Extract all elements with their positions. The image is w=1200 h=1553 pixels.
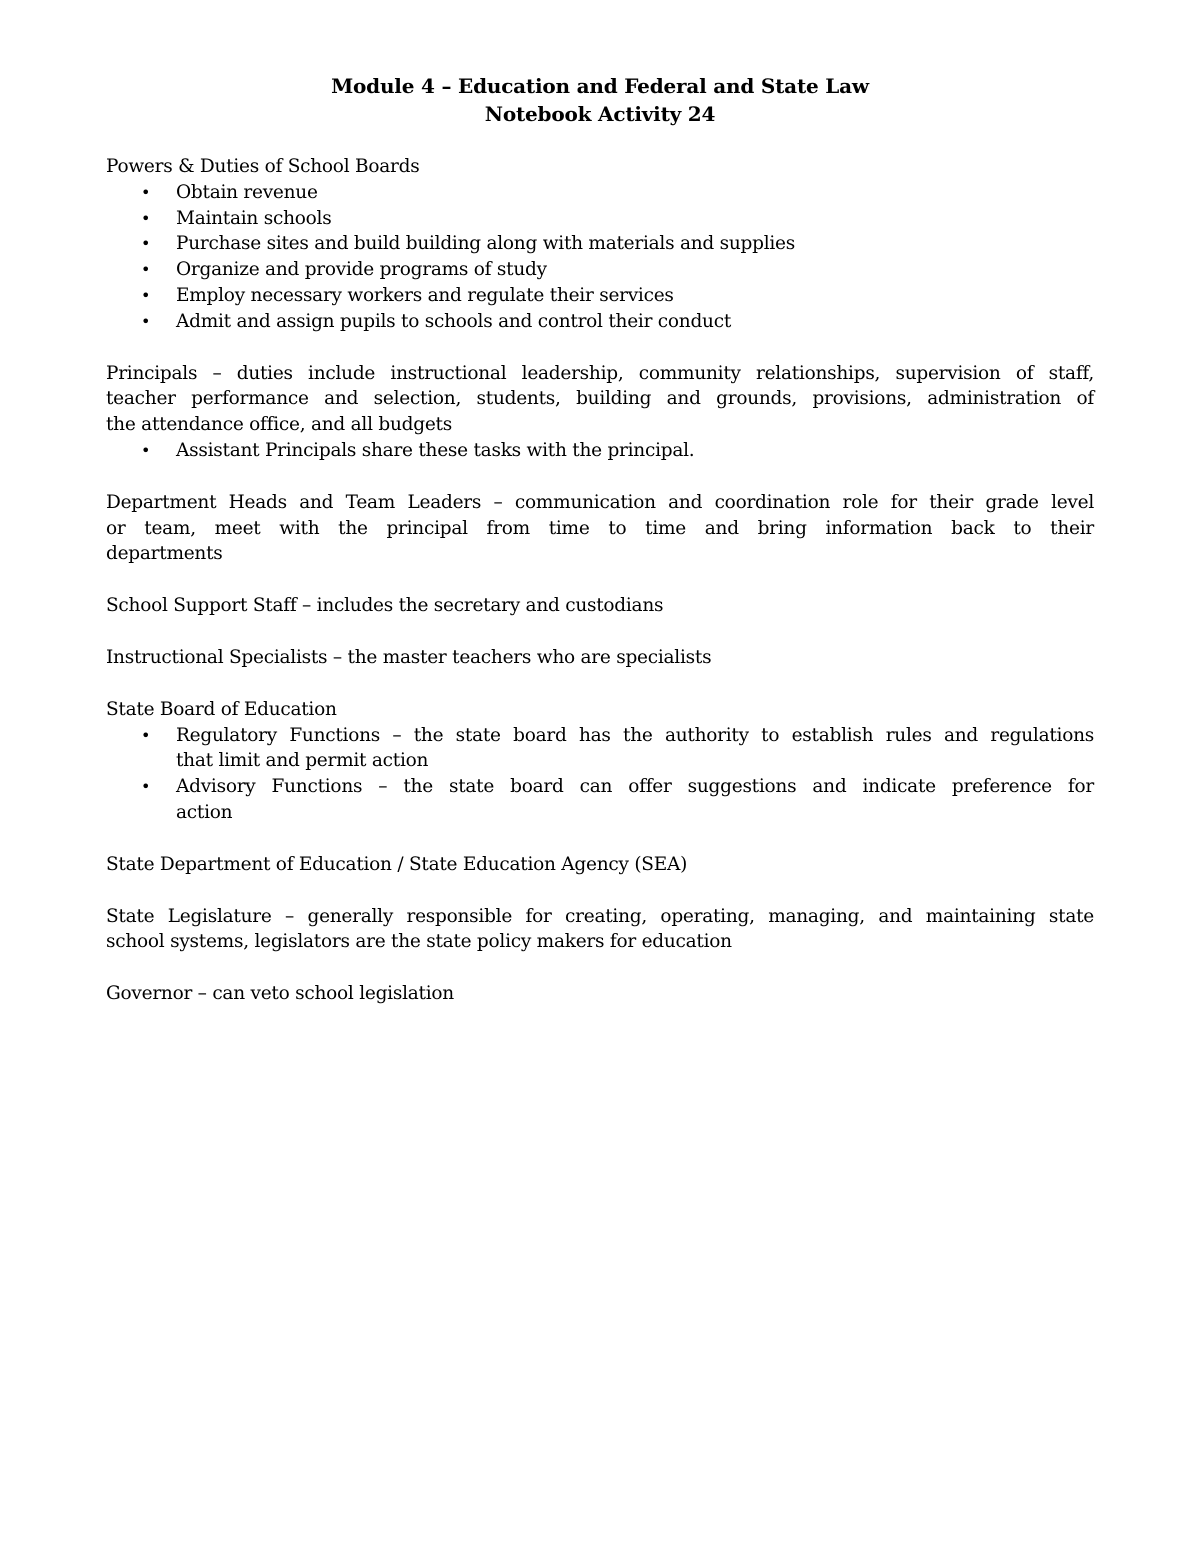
document-title xyxy=(106,72,1094,128)
section-school-boards xyxy=(106,154,1094,335)
instructional-specialists-text: Instructional Specialists – the master teachers who are specialists xyxy=(106,646,712,668)
advisory-line-2: action xyxy=(176,801,233,823)
state-department-text: State Department of Education / State Education Agency (SEA) xyxy=(106,853,688,875)
section-instructional-specialists xyxy=(106,645,1094,671)
section-department-heads xyxy=(106,490,1094,567)
list-item: • Employ necessary workers and regulate their services xyxy=(106,283,1094,309)
section-state-department xyxy=(106,852,1094,878)
section-legislature xyxy=(106,904,1094,956)
bullet-icon: • xyxy=(141,777,151,797)
list-item: • Maintain schools xyxy=(106,206,1094,232)
bullet-icon: • xyxy=(141,182,151,202)
bullet-icon: • xyxy=(141,260,151,280)
list-item: • Organize and provide programs of study xyxy=(106,257,1094,283)
list-item: • Purchase sites and build building along with materials and supplies xyxy=(106,231,1094,257)
list-item: • Obtain revenue xyxy=(106,180,1094,206)
document-page xyxy=(106,72,1094,1033)
principals-line-2: teacher performance and selection, students, building and grounds, provisions, administration of xyxy=(106,388,1094,410)
principals-list xyxy=(106,438,1094,464)
support-staff-text: School Support Staff – includes the secretary and custodians xyxy=(106,595,664,617)
principals-line-1: Principals – duties include instructional leadership, community relationships, supervision of staff, xyxy=(106,362,1094,384)
school-boards-heading: Powers & Duties of School Boards xyxy=(106,156,420,177)
list-item: • Admit and assign pupils to schools and control their conduct xyxy=(106,309,1094,335)
bullet-icon: • xyxy=(141,208,151,228)
state-board-heading: State Board of Education xyxy=(106,698,337,720)
bullet-icon: • xyxy=(141,440,151,460)
bullet-icon: • xyxy=(141,285,151,305)
list-item xyxy=(106,723,1094,775)
section-support-staff xyxy=(106,593,1094,619)
school-boards-list xyxy=(106,180,1094,335)
section-governor xyxy=(106,981,1094,1007)
governor-text: Governor – can veto school legislation xyxy=(106,983,454,1005)
bullet-icon: • xyxy=(141,311,151,331)
legislature-line-1: State Legislature – generally responsible for creating, operating, managing, and maintaining state xyxy=(106,905,1094,927)
title-line-activity: Notebook Activity 24 xyxy=(484,102,716,126)
regulatory-line-1: Regulatory Functions – the state board has the authority to establish rules and regulations xyxy=(176,724,1094,746)
section-state-board xyxy=(106,697,1094,826)
section-principals xyxy=(106,361,1094,464)
advisory-line-1: Advisory Functions – the state board can offer suggestions and indicate preference for xyxy=(176,776,1094,798)
department-heads-line-3: departments xyxy=(106,543,223,565)
title-line-module: Module 4 – Education and Federal and State Law xyxy=(331,74,869,98)
list-item: • Assistant Principals share these tasks with the principal. xyxy=(106,438,1094,464)
regulatory-line-2: that limit and permit action xyxy=(176,750,429,772)
bullet-icon: • xyxy=(141,725,151,745)
department-heads-line-1: Department Heads and Team Leaders – communication and coordination role for their grade level xyxy=(106,491,1094,513)
department-heads-line-2: or team, meet with the principal from time to time and bring information back to their xyxy=(106,517,1094,539)
principals-line-3: the attendance office, and all budgets xyxy=(106,414,452,436)
legislature-line-2: school systems, legislators are the state policy makers for education xyxy=(106,931,732,953)
bullet-icon: • xyxy=(141,234,151,254)
list-item xyxy=(106,774,1094,826)
state-board-list xyxy=(106,723,1094,826)
